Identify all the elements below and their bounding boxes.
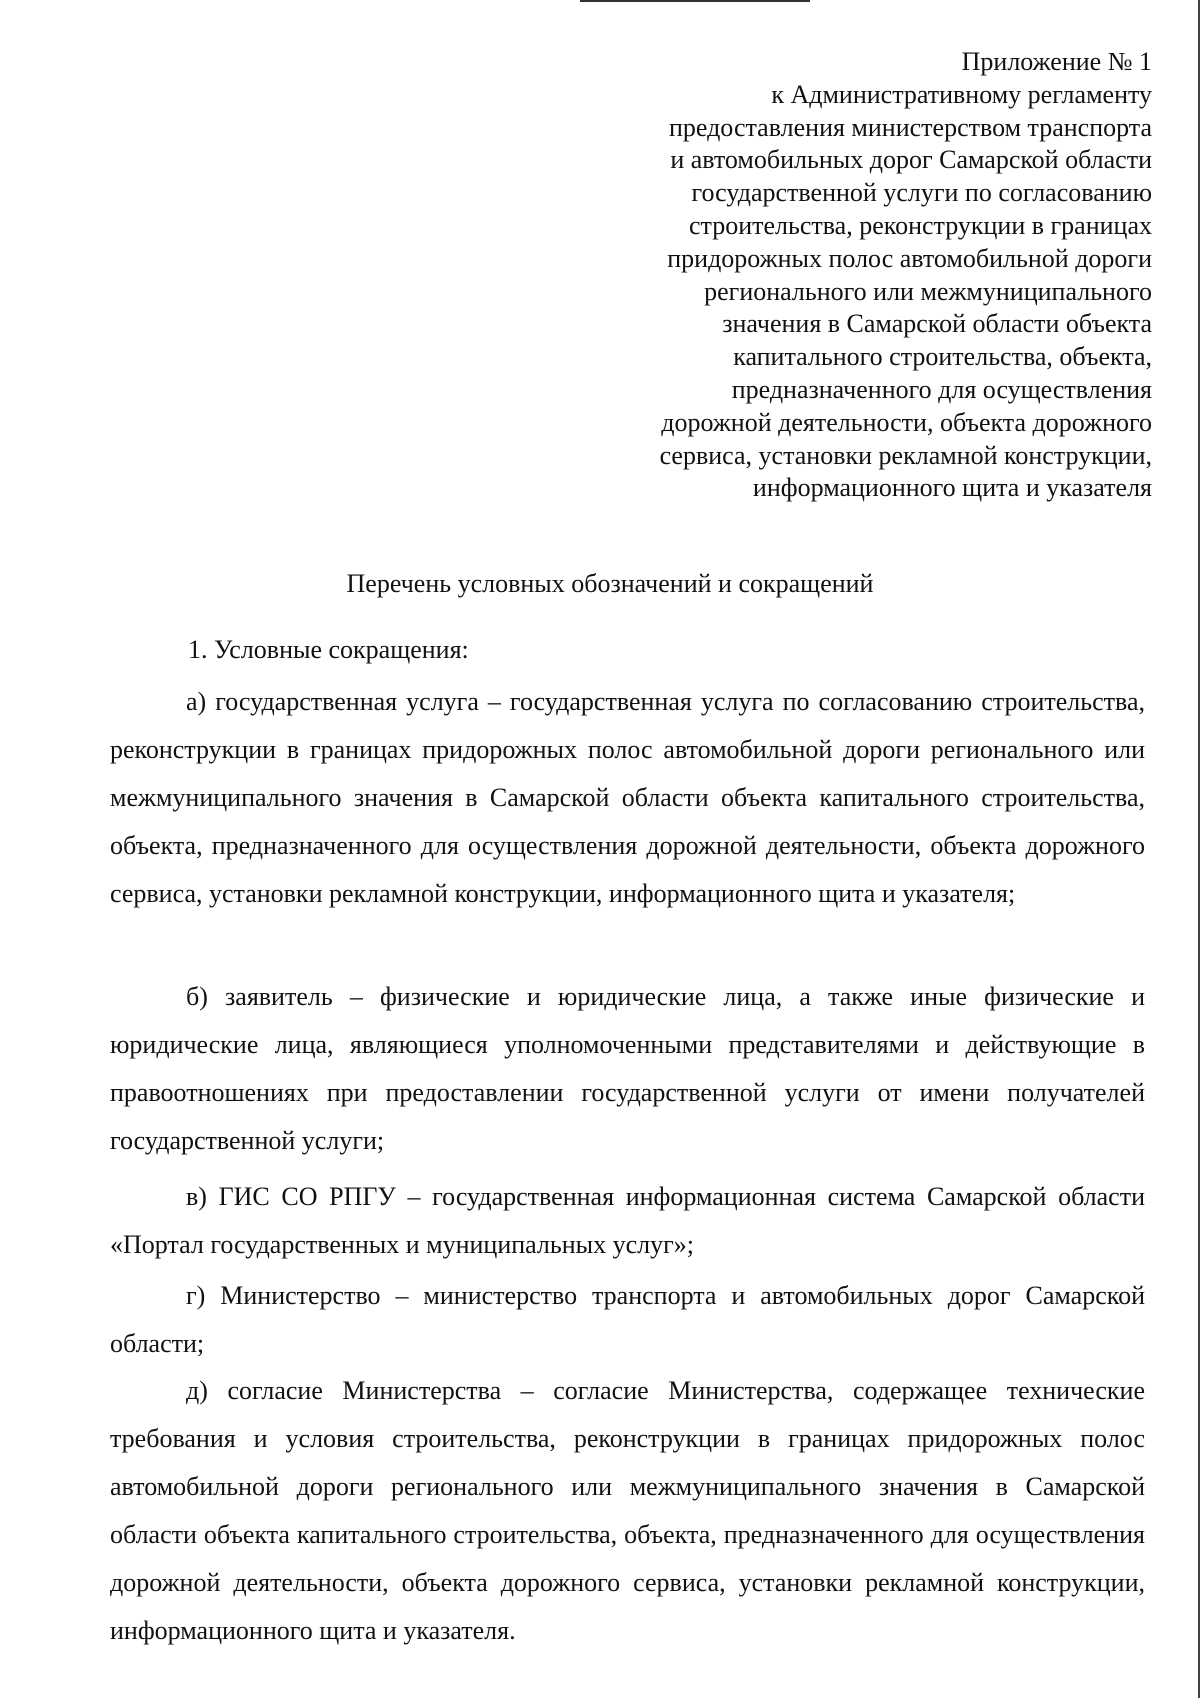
definition-item-a: а) государственная услуга – государственная услуга по согласованию строительства, реконструкции в границах придорожных полос автомобильной дороги регионального или межмуниципального значения в Самарской области объекта капитального строительства, объекта, предназначенного для осуществления дорожной деятельности, объекта дорожного сервиса, установки рекламной конструкции, информационного щита и указателя; (110, 687, 1145, 908)
appendix-line: сервиса, установки рекламной конструкции, (659, 440, 1152, 470)
appendix-line: предоставления министерством транспорта (668, 112, 1152, 142)
definition-item-d: г) Министерство – министерство транспорта и автомобильных дорог Самарской области; (110, 1281, 1145, 1358)
appendix-header (592, 46, 1152, 505)
scan-edge-top (580, 0, 810, 2)
appendix-line: и автомобильных дорог Самарской области (670, 145, 1152, 175)
definition-item-e: д) согласие Министерства – согласие Министерства, содержащее технические требования и условия строительства, реконструкции в границах придорожных полос автомобильной дороги регионального или межмуниципального значения в Самарской области объекта капитального строительства, объекта, предназначенного для осуществления дорожной деятельности, объекта дорожного сервиса, установки рекламной конструкции, информационного щита и указателя. (110, 1376, 1145, 1645)
appendix-line: капитального строительства, объекта, (733, 342, 1152, 372)
definition-item-b: б) заявитель – физические и юридические лица, а также иные физические и юридические лица, являющиеся уполномоченными представителями и действующие в правоотношениях при предоставлении государственной услуги от имени получателей государственной услуги; (110, 982, 1145, 1155)
appendix-line: Приложение № 1 (961, 47, 1152, 76)
appendix-line: значения в Самарской области объекта (722, 309, 1152, 339)
appendix-line: к Административному регламенту (771, 79, 1152, 109)
appendix-line: государственной услуги по согласованию (691, 178, 1152, 208)
document-title: Перечень условных обозначений и сокращений (346, 569, 874, 598)
appendix-line: предназначенного для осуществления (731, 374, 1152, 404)
appendix-line: строительства, реконструкции в границах (688, 210, 1152, 240)
appendix-line: регионального или межмуниципального (704, 276, 1152, 306)
definition-item-c: в) ГИС СО РПГУ – государственная информационная система Самарской области «Портал государственных и муниципальных услуг»; (110, 1182, 1145, 1259)
appendix-line: придорожных полос автомобильной дороги (667, 243, 1152, 273)
appendix-line: дорожной деятельности, объекта дорожного (661, 407, 1152, 437)
section-heading: 1. Условные сокращения: (188, 635, 469, 664)
appendix-line: информационного щита и указателя (752, 473, 1152, 503)
